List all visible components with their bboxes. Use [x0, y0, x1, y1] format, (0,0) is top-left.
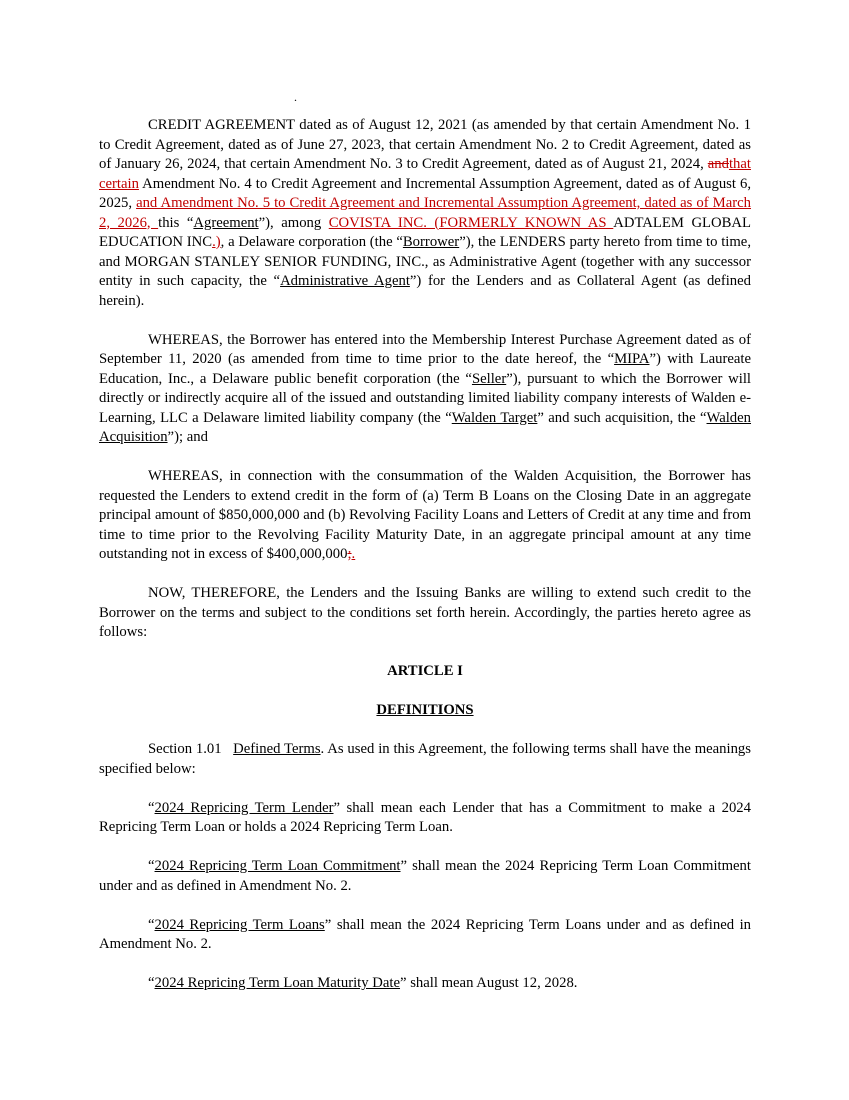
- text-run: “: [148, 858, 155, 874]
- paragraph-recitals: [99, 116, 751, 311]
- text-run: ” shall mean the 2024 Repricing Term Loan Commitment under and as defined in Amendment No. 2.: [99, 858, 751, 894]
- inserted-text: COVISTA INC. (FORMERLY KNOWN AS: [328, 214, 614, 231]
- paragraph-def-2024-repricing-term-loans: [99, 916, 751, 955]
- text-run: “: [148, 799, 155, 816]
- paragraph-def-2024-repricing-term-loan-maturity-date: [99, 974, 751, 994]
- article-heading: [99, 662, 751, 682]
- text-run: ” and such acquisition, the “: [537, 409, 707, 426]
- defined-term: 2024 Repricing Term Loan Maturity Date: [154, 975, 401, 991]
- deleted-text: ;: [347, 546, 352, 562]
- stray-mark: .: [294, 90, 297, 104]
- article-heading-text: ARTICLE I: [387, 663, 463, 679]
- text-run: WHEREAS, the Borrower has entered into the Membership Interest Purchase Agreement dated as of September 11, 2020 (as amended from time to time prior to the date hereof, the “: [99, 331, 751, 367]
- text-run: Section 1.01: [148, 741, 234, 757]
- text-run: ” shall mean the 2024 Repricing Term Loans under and as defined in Amendment No. 2.: [99, 916, 752, 952]
- text-run: . As used in this Agreement, the following terms shall have the meanings specified below:: [99, 741, 751, 777]
- definitions-heading-text: DEFINITIONS: [376, 702, 474, 718]
- text-run: ”), the LENDERS party hereto from time to time, and MORGAN STANLEY SENIOR FUNDING, INC., as Administrative Agent (together with any successor entity in such capacity, the “: [99, 234, 751, 289]
- text-run: Amendment No. 4 to Credit Agreement and Incremental Assumption Agreement, dated as of August 6, 2025,: [99, 175, 751, 211]
- text-run: ”), pursuant to which the Borrower will directly or indirectly acquire all of the issued and outstanding limited liability company interests of Walden e-Learning, LLC a Delaware limited liability company (the “: [99, 370, 752, 426]
- defined-term: Borrower: [402, 234, 460, 250]
- inserted-text: and Amendment No. 5 to Credit Agreement and Incremental Assumption Agreement, dated as of March 2, 2026,: [99, 195, 751, 231]
- text-run: “: [148, 916, 155, 933]
- paragraph-whereas-mipa: [99, 331, 751, 448]
- defined-term: Seller: [471, 370, 507, 387]
- definitions-heading: [99, 701, 751, 721]
- text-run: CREDIT AGREEMENT dated as of August 12, 2021 (as amended by that certain Amendment No. 1 to Credit Agreement, dated as of June 27, 2023, that certain Amendment No. 2 to Credit Agreement, dated as of January 26, 2024, that certain Amendment No. 3 to Credit Agreement, dated as of August 21, 2024,: [99, 117, 751, 172]
- paragraph-section-1-01: [99, 740, 751, 779]
- paragraph-whereas-credit-request: [99, 467, 751, 565]
- defined-term: 2024 Repricing Term Loan Commitment: [154, 858, 401, 874]
- text-run: ”) for the Lenders and as Collateral Agent (as defined herein).: [99, 273, 751, 309]
- defined-term: 2024 Repricing Term Loans: [154, 916, 325, 933]
- text-run: ” shall mean August 12, 2028.: [400, 975, 578, 991]
- defined-term: 2024 Repricing Term Lender: [154, 799, 334, 816]
- text-run: ”) with Laureate Education, Inc., a Delaware public benefit corporation (the “: [99, 351, 752, 387]
- text-run: ”); and: [167, 429, 208, 445]
- defined-term: Walden Target: [451, 409, 538, 426]
- document-body: [99, 116, 751, 1013]
- text-run: this “: [158, 214, 194, 231]
- paragraph-def-2024-repricing-term-lender: [99, 799, 751, 838]
- text-run: , a Delaware corporation (the “: [220, 234, 403, 250]
- defined-term: Defined Terms: [233, 741, 321, 757]
- defined-term: Walden Acquisition: [99, 409, 752, 445]
- inserted-text: .): [212, 234, 221, 250]
- text-run: NOW, THEREFORE, the Lenders and the Issuing Banks are willing to extend such credit to the Borrower on the terms and subject to the conditions set forth herein. Accordingly, the parties hereto agree as follows:: [99, 585, 751, 640]
- defined-term: Administrative Agent: [280, 273, 410, 289]
- inserted-text: that certain: [99, 156, 751, 192]
- deleted-text: and: [707, 156, 729, 172]
- paragraph-now-therefore: [99, 584, 751, 643]
- paragraph-def-2024-repricing-term-loan-commitment: [99, 857, 751, 896]
- text-run: ” shall mean each Lender that has a Commitment to make a 2024 Repricing Term Loan or holds a 2024 Repricing Term Loan.: [99, 799, 751, 835]
- text-run: “: [148, 975, 155, 991]
- text-run: ADTALEM GLOBAL EDUCATION INC: [99, 214, 751, 250]
- text-run: WHEREAS, in connection with the consummation of the Walden Acquisition, the Borrower has requested the Lenders to extend credit in the form of (a) Term B Loans on the Closing Date in an aggregate principal amount of $850,000,000 and (b) Revolving Facility Loans and Letters of Credit at any time and from time to time prior to the Revolving Facility Maturity Date, in an aggregate principal amount at any time outstanding not in excess of $400,000,000: [99, 468, 751, 562]
- inserted-text: .: [351, 546, 356, 562]
- defined-term: Agreement: [193, 214, 259, 231]
- text-run: ”), among: [258, 214, 329, 231]
- defined-term: MIPA: [614, 351, 650, 367]
